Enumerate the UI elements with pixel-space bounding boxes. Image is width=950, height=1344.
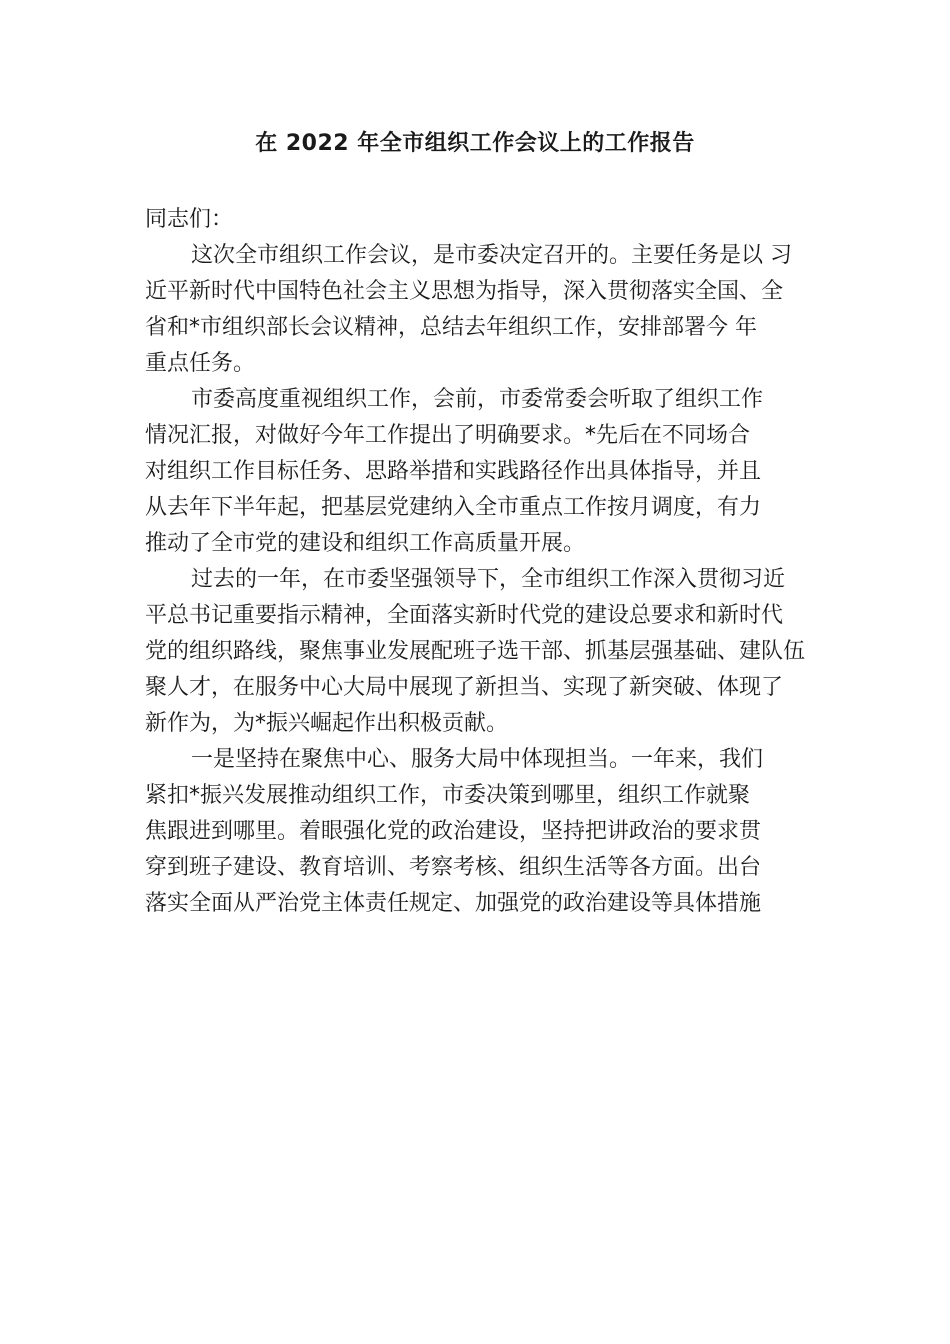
paragraph-2-line-2: 情况汇报，对做好今年工作提出了明确要求。*先后在不同场合 bbox=[145, 423, 751, 448]
salutation: 同志们： bbox=[145, 207, 234, 232]
paragraph-1-line-1: 这次全市组织工作会议，是市委决定召开的。主要任务是以 习 bbox=[191, 243, 792, 268]
paragraph-1-line-2: 近平新时代中国特色社会主义思想为指导，深入贯彻落实全国、全 bbox=[145, 279, 784, 304]
paragraph-4-line-2: 紧扣*振兴发展推动组织工作，市委决策到哪里，组织工作就聚 bbox=[145, 783, 751, 808]
paragraph-4-line-3: 焦跟进到哪里。着眼强化党的政治建设，坚持把讲政治的要求贯 bbox=[145, 819, 762, 844]
paragraph-3-line-5: 新作为，为*振兴崛起作出积极贡献。 bbox=[145, 711, 509, 736]
paragraph-1-line-3: 省和*市组织部长会议精神，总结去年组织工作，安排部署今 年 bbox=[145, 315, 757, 340]
paragraph-4-line-1: 一是坚持在聚焦中心、服务大局中体现担当。一年来，我们 bbox=[191, 747, 764, 772]
paragraph-2-line-5: 推动了全市党的建设和组织工作高质量开展。 bbox=[145, 531, 586, 556]
paragraph-3-line-2: 平总书记重要指示精神，全面落实新时代党的建设总要求和新时代 bbox=[145, 603, 784, 628]
paragraph-1-line-4: 重点任务。 bbox=[145, 351, 256, 376]
paragraph-4-line-4: 穿到班子建设、教育培训、考察考核、组织生活等各方面。出台 bbox=[145, 855, 762, 880]
paragraph-4-line-5: 落实全面从严治党主体责任规定、加强党的政治建设等具体措施 bbox=[145, 891, 762, 916]
paragraph-3-line-1: 过去的一年，在市委坚强领导下，全市组织工作深入贯彻习近 bbox=[191, 567, 786, 592]
paragraph-2-line-4: 从去年下半年起，把基层党建纳入全市重点工作按月调度，有力 bbox=[145, 495, 762, 520]
document-title: 在 2022 年全市组织工作会议上的工作报告 bbox=[255, 131, 695, 156]
document-body bbox=[145, 202, 835, 922]
paragraph-2-line-1: 市委高度重视组织工作，会前，市委常委会听取了组织工作 bbox=[191, 387, 764, 412]
paragraph-2-line-3: 对组织工作目标任务、思路举措和实践路径作出具体指导，并且 bbox=[145, 459, 762, 484]
paragraph-3-line-3: 党的组织路线，聚焦事业发展配班子选干部、抓基层强基础、建队伍 bbox=[145, 639, 806, 664]
paragraph-3-line-4: 聚人才，在服务中心大局中展现了新担当、实现了新突破、体现了 bbox=[145, 675, 784, 700]
